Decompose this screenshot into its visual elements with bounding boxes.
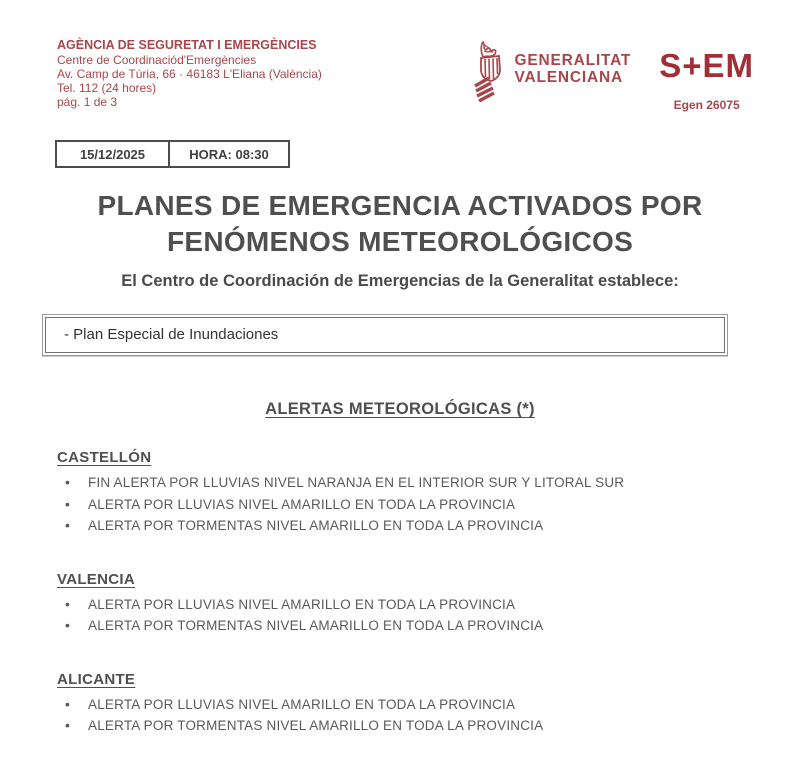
alert-list-castellon	[57, 472, 740, 537]
section-valencia	[57, 571, 740, 637]
document-subtitle: El Centro de Coordinación de Emergencias de la Generalitat establece:	[121, 272, 679, 290]
logo-area	[473, 40, 754, 112]
gva-wordmark-line2: VALENCIANA	[514, 69, 623, 86]
agency-address: Av. Camp de Túria, 66 · 46183 L'Eliana (València)	[57, 67, 322, 81]
alert-list-valencia	[57, 594, 740, 637]
alert-item: • ALERTA POR TORMENTAS NIVEL AMARILLO EN TODA LA PROVINCIA	[57, 515, 740, 537]
date-cell: 15/12/2025	[57, 142, 170, 166]
alert-list-alicante	[57, 694, 740, 737]
section-alicante	[57, 671, 740, 737]
activated-plan-text: - Plan Especial de Inundaciones	[45, 317, 725, 353]
province-name-castellon: CASTELLÓN	[57, 449, 152, 466]
generalitat-valenciana-wordmark	[514, 52, 631, 86]
document-title-line2: FENÓMENOS METEOROLÓGICOS	[166, 226, 634, 257]
sem-logo-block	[659, 47, 754, 112]
agency-name: AGÈNCIA DE SEGURETAT I EMERGÈNCIES	[57, 38, 317, 52]
agency-department: Centre de Coordinaciód'Emergències	[57, 53, 257, 67]
section-castellon	[57, 449, 740, 537]
alert-item: • ALERTA POR TORMENTAS NIVEL AMARILLO EN TODA LA PROVINCIA	[57, 715, 740, 737]
gva-wordmark-line1: GENERALITAT	[514, 52, 632, 69]
date-time-bar	[55, 140, 290, 168]
activated-plan-box	[42, 314, 728, 356]
province-name-alicante: ALICANTE	[57, 670, 136, 688]
time-cell: HORA: 08:30	[189, 146, 269, 162]
agency-phone: Tel. 112 (24 hores)	[57, 81, 157, 95]
alert-item: • FIN ALERTA POR LLUVIAS NIVEL NARANJA EN EL INTERIOR SUR Y LITORAL SUR	[57, 472, 740, 494]
alert-item: • ALERTA POR LLUVIAS NIVEL AMARILLO EN TODA LA PROVINCIA	[57, 594, 740, 616]
document-title	[0, 188, 800, 260]
province-name-valencia: VALENCIA	[57, 570, 135, 588]
agency-address-block	[57, 38, 322, 109]
generalitat-valenciana-emblem-icon	[473, 40, 507, 107]
generalitat-valenciana-logo	[473, 40, 631, 107]
document-title-line1: PLANES DE EMERGENCIA ACTIVADOS POR	[97, 190, 703, 221]
document-header	[0, 0, 800, 112]
sem-code: Egen 26075	[673, 98, 740, 112]
alerts-heading: ALERTAS METEOROLÓGICAS (*)	[265, 400, 535, 418]
alert-item: • ALERTA POR LLUVIAS NIVEL AMARILLO EN TODA LA PROVINCIA	[57, 494, 740, 516]
sem-logo: S+EM	[659, 47, 754, 84]
page-number: pág. 1 de 3	[57, 95, 118, 109]
alert-item: • ALERTA POR LLUVIAS NIVEL AMARILLO EN TODA LA PROVINCIA	[57, 694, 740, 716]
alert-item: • ALERTA POR TORMENTAS NIVEL AMARILLO EN TODA LA PROVINCIA	[57, 615, 740, 637]
